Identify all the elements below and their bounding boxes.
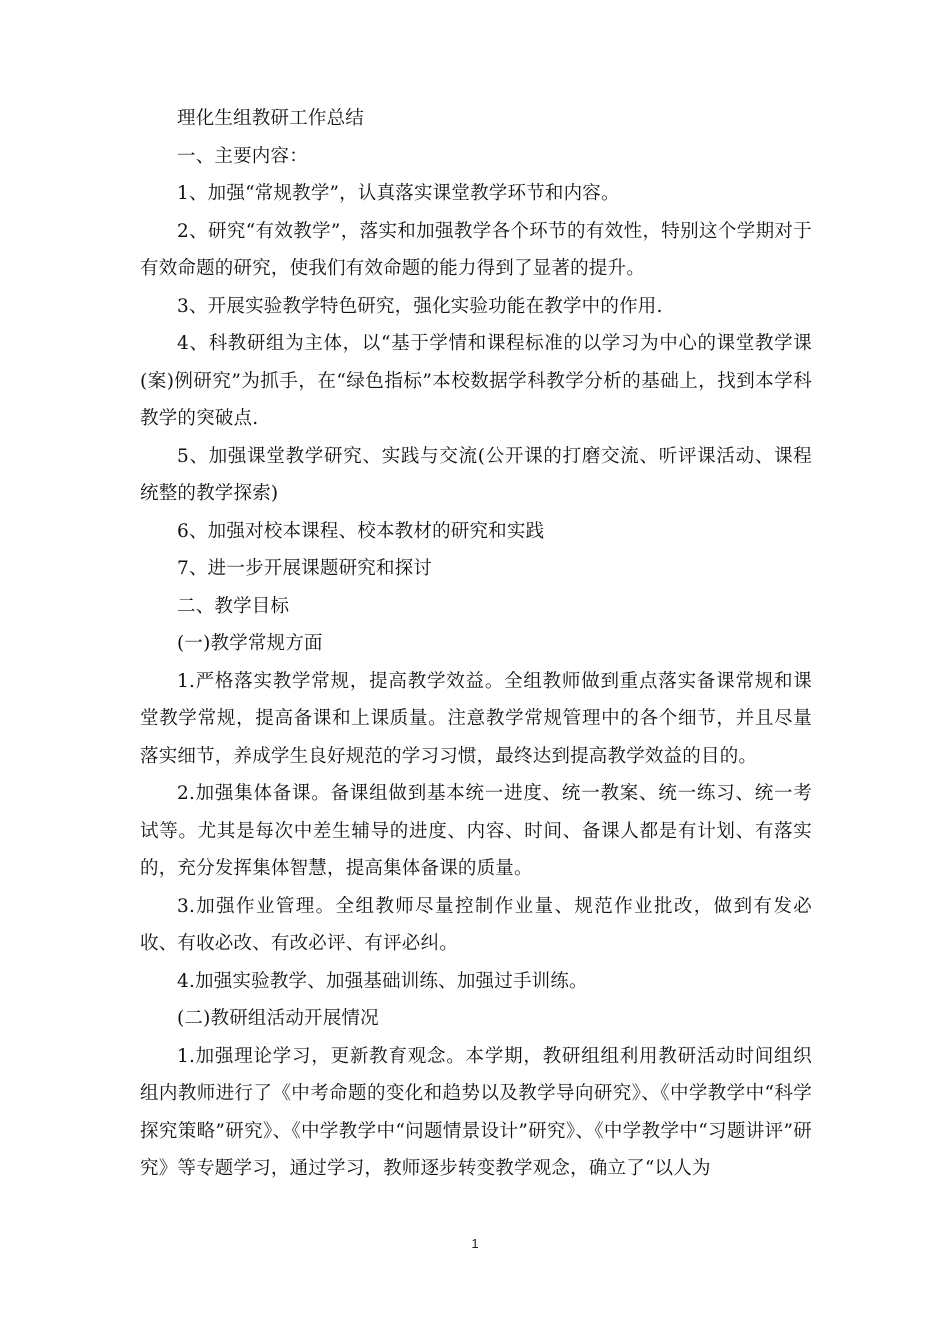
paragraph: 4.加强实验教学、加强基础训练、加强过手训练。 [177,970,588,992]
subsection-heading: (二)教研组活动开展情况 [177,1008,379,1029]
subsection-heading: (一)教学常规方面 [177,633,323,654]
paragraph: 5、加强课堂教学研究、实践与交流(公开课的打磨交流、听评课活动、课程统整的教学探索) [140,445,812,504]
paragraph: 1.严格落实教学常规，提高教学效益。全组教师做到重点落实备课常规和课堂教学常规，提高备课和上课质量。注意教学常规管理中的各个细节，并且尽量落实细节，养成学生良好规范的学习习惯，最终达到提高教学效益的目的。 [140,670,812,767]
document-title: 理化生组教研工作总结 [177,108,365,129]
page-number: 1 [471,1236,479,1251]
section-heading-main-content: 一、主要内容： [177,145,308,167]
paragraph: 2、研究“有效教学”，落实和加强教学各个环节的有效性，特别这个学期对于有效命题的研究，使我们有效命题的能力得到了显著的提升。 [140,220,812,279]
paragraph: 1、加强“常规教学”，认真落实课堂教学环节和内容。 [177,183,620,204]
paragraph: 2.加强集体备课。备课组做到基本统一进度、统一教案、统一练习、统一考试等。尤其是每次中差生辅导的进度、内容、时间、备课人都是有计划、有落实的，充分发挥集体智慧，提高集体备课的质量。 [140,783,812,879]
paragraph: 3.加强作业管理。全组教师尽量控制作业量、规范作业批改，做到有发必收、有收必改、有改必评、有评必纠。 [140,895,812,954]
paragraph: 1.加强理论学习，更新教育观念。本学期，教研组组利用教研活动时间组织组内教师进行了《中考命题的变化和趋势以及教学导向研究》、《中学教学中“科学探究策略”研究》、《中学教学中“问题情景设计”研究》、《中学教学中“习题讲评”研究》等专题学习，通过学习，教师逐步转变教学观念，确立了“以人为 [140,1045,812,1179]
paragraph: 6、加强对校本课程、校本教材的研究和实践 [177,520,545,542]
section-heading-teaching-goals: 二、教学目标 [177,595,290,617]
paragraph: 3、开展实验教学特色研究，强化实验功能在教学中的作用. [177,295,663,317]
paragraph: 4、科教研组为主体，以“基于学情和课程标准的以学习为中心的课堂教学课(案)例研究”为抓手，在“绿色指标”本校数据学科教学分析的基础上，找到本学科教学的突破点. [140,333,812,429]
paragraph: 7、进一步开展课题研究和探讨 [177,558,433,579]
document-body [140,100,812,1188]
